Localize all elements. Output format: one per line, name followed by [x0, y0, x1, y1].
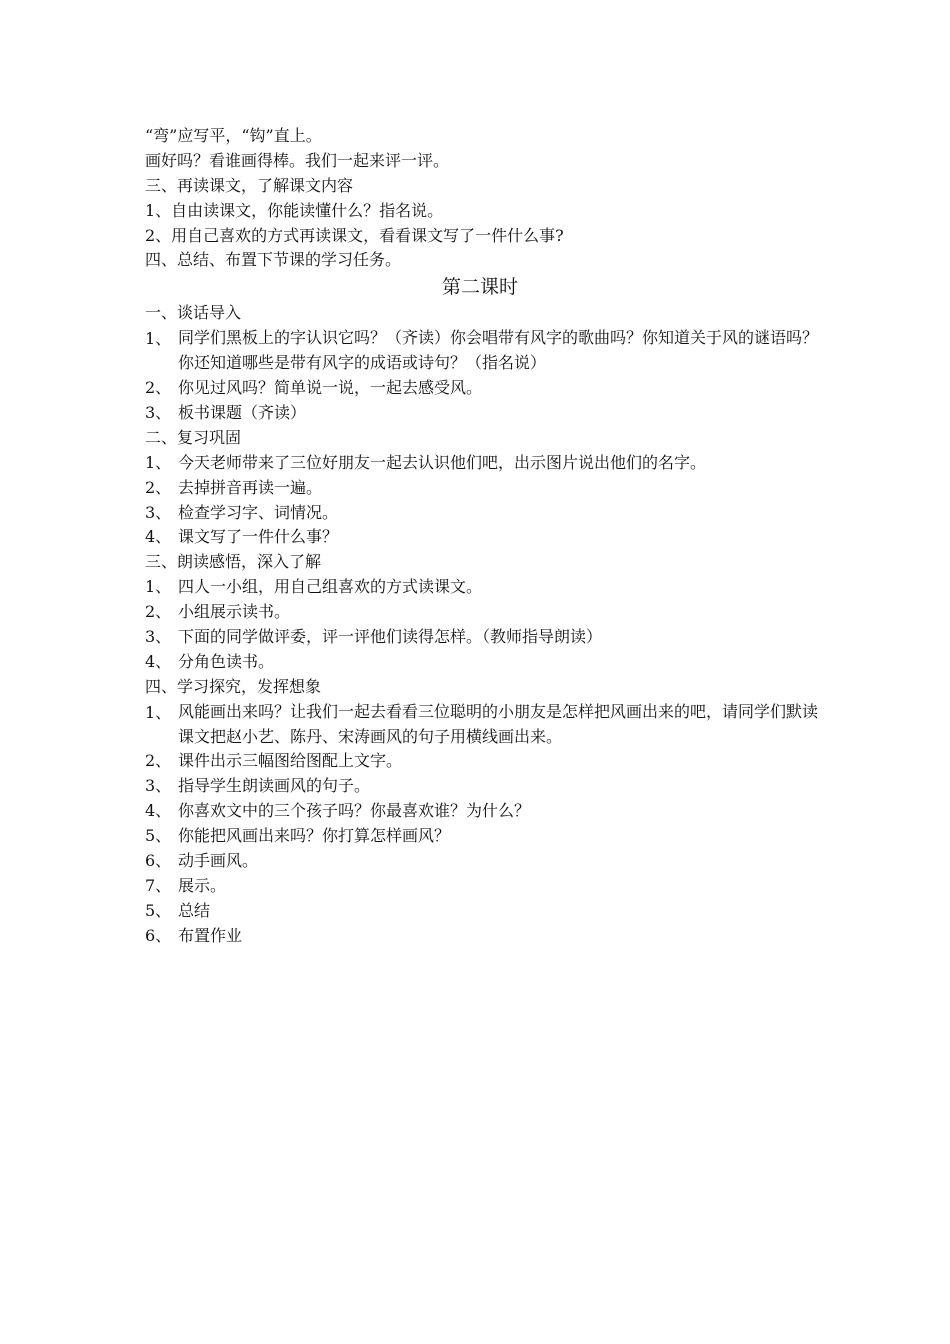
section-heading: 四、总结、布置下节课的学习任务。 [145, 250, 402, 270]
list-number: 4、 [145, 801, 172, 821]
list-text: 总结 [178, 900, 211, 920]
list-number: 3、 [145, 502, 172, 522]
list-item [145, 799, 815, 824]
list-text: 小组展示读书。 [178, 602, 291, 622]
list-number: 4、 [145, 527, 172, 547]
document-page [145, 124, 819, 949]
list-text: 风能画出来吗？让我们一起去看看三位聪明的小朋友是怎样把风画出来的吧，请同学们默读课文把赵小艺、陈丹、宋涛画风的句子用横线画出来。 [178, 701, 819, 746]
list-item [145, 476, 815, 501]
list-item [145, 924, 815, 949]
list-item [145, 525, 815, 550]
list-text: 课文写了一件什么事？ [178, 527, 339, 547]
text-line: “弯”应写平，“钩”直上。 [145, 126, 322, 145]
list-number: 4、 [145, 651, 172, 671]
list-item [145, 650, 815, 675]
list-number: 1、 [145, 329, 172, 349]
list-item [145, 774, 815, 799]
list-item [145, 501, 815, 526]
list-item [145, 600, 815, 625]
list-number: 1、 [145, 577, 172, 597]
list-text: 去掉拼音再读一遍。 [178, 477, 323, 497]
list-number: 5、 [145, 826, 172, 846]
list-text: 你能把风画出来吗？你打算怎样画风？ [178, 826, 451, 846]
list-item [145, 849, 815, 874]
list-number: 3、 [145, 402, 172, 422]
list-item [145, 899, 815, 924]
section-heading: 三、朗读感悟，深入了解 [145, 552, 322, 572]
list-number: 3、 [145, 626, 172, 646]
list-number: 7、 [145, 875, 172, 895]
text-line: 1、自由读课文，你能读懂什么？指名说。 [145, 200, 444, 220]
list-item [145, 575, 815, 600]
list-item [145, 326, 819, 376]
list-text: 指导学生朗读画风的句子。 [178, 776, 371, 796]
list-number: 2、 [145, 751, 172, 771]
list-text: 你见过风吗？简单说一说，一起去感受风。 [178, 378, 483, 398]
list-item [145, 824, 815, 849]
list-text: 分角色读书。 [178, 651, 275, 671]
list-text: 布置作业 [178, 925, 243, 945]
list-number: 2、 [145, 477, 172, 497]
list-text: 课件出示三幅图给图配上文字。 [178, 751, 403, 771]
list-item [145, 401, 815, 426]
text-line: 2、用自己喜欢的方式再读课文，看看课文写了一件什么事? [145, 225, 564, 245]
text-line: 画好吗？看谁画得棒。我们一起来评一评。 [145, 150, 450, 170]
section-heading: 三、再读课文，了解课文内容 [145, 175, 354, 195]
list-item [145, 700, 819, 750]
section-heading: 四、学习探究，发挥想象 [145, 676, 322, 696]
list-text: 同学们黑板上的字认识它吗？（齐读）你会唱带有风字的歌曲吗？你知道关于风的谜语吗？你还知道哪些是带有风字的成语或诗句？（指名说） [178, 328, 819, 373]
list-number: 6、 [145, 925, 172, 945]
list-text: 展示。 [178, 875, 227, 895]
list-item [145, 874, 815, 899]
list-text: 四人一小组，用自己组喜欢的方式读课文。 [178, 577, 483, 597]
list-number: 1、 [145, 702, 172, 722]
list-item [145, 625, 815, 650]
list-number: 6、 [145, 851, 172, 870]
section-heading: 一、谈话导入 [145, 303, 242, 323]
list-number: 2、 [145, 602, 172, 622]
section-heading: 二、复习巩固 [145, 427, 242, 447]
list-number: 2、 [145, 378, 172, 398]
list-text: 下面的同学做评委，评一评他们读得怎样。（教师指导朗读） [178, 626, 603, 646]
page-title: 第二课时 [441, 276, 518, 299]
list-number: 3、 [145, 776, 172, 796]
list-item [145, 451, 815, 476]
list-text: 你喜欢文中的三个孩子吗？你最喜欢谁？为什么？ [178, 801, 531, 821]
list-item [145, 376, 815, 401]
list-text: 动手画风。 [178, 851, 259, 870]
list-text: 今天老师带来了三位好朋友一起去认识他们吧，出示图片说出他们的名字。 [178, 452, 707, 472]
list-number: 1、 [145, 452, 172, 472]
list-text: 检查学习字、词情况。 [178, 502, 339, 522]
list-item [145, 749, 815, 774]
list-number: 5、 [145, 900, 172, 920]
list-text: 板书课题（齐读） [178, 402, 307, 422]
